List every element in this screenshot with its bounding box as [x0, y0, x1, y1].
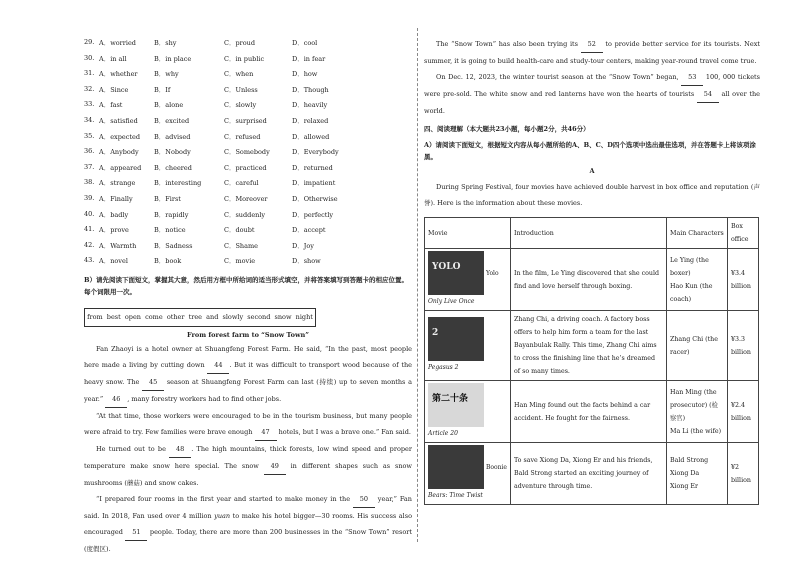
option-c: C．practiced — [224, 163, 267, 172]
option-c: C．Shame — [224, 241, 258, 250]
cloze-option-row — [84, 98, 412, 114]
question-number: 41. — [84, 225, 95, 234]
option-d: D．Everybody — [292, 148, 339, 157]
passage-paragraph-4 — [84, 491, 412, 557]
option-b: B．Nobody — [154, 148, 191, 157]
movies-intro: During Spring Festival, four movies have achieved double harvest in box office and reputation (声誉). Here is the information about these movies. — [424, 183, 760, 207]
option-c: C．doubt — [224, 226, 255, 235]
text: to provide better service for its tourists. Next summer, it is going to build health-care and study-tour centers, making year-round travel come true. — [424, 40, 760, 65]
main-character: Ma Li (the wife) — [670, 427, 722, 435]
box-office: ¥2.4 billion — [728, 381, 759, 443]
cloze-option-row — [84, 176, 412, 192]
question-number: 37. — [84, 162, 95, 171]
movie-introduction: Han Ming found out the facts behind a car accident. He fought for the fairness. — [510, 381, 666, 443]
header-introduction: Introduction — [510, 218, 666, 249]
question-number: 43. — [84, 256, 95, 265]
question-number: 29. — [84, 38, 95, 46]
option-b: B．advised — [154, 132, 191, 141]
main-characters-cell — [667, 381, 728, 443]
option-c: C．Unless — [224, 85, 258, 94]
option-c: C．in public — [224, 54, 265, 63]
option-b: B．notice — [154, 226, 186, 235]
option-b: B．excited — [154, 116, 190, 125]
main-characters-cell — [667, 249, 728, 311]
box-office: ¥3.3 billion — [728, 311, 759, 381]
right-column — [424, 36, 760, 505]
option-c: C．suddenly — [224, 210, 266, 219]
text: “I prepared four rooms in the first year and started to make money in the — [96, 494, 353, 503]
word-box-item: night — [295, 313, 313, 322]
text: , many forestry workers had to find other jobs. — [127, 394, 282, 403]
table-body — [425, 249, 759, 505]
blank-47: 47 — [255, 424, 277, 441]
header-box-office: Box office — [728, 218, 759, 249]
option-c: C．careful — [224, 179, 259, 188]
cloze-option-row — [84, 161, 412, 177]
option-d: D．relaxed — [292, 116, 329, 125]
table-header-row — [425, 218, 759, 249]
option-d: D．perfectly — [292, 210, 334, 219]
text: The “Snow Town” has also been trying its — [436, 40, 581, 48]
option-a: A．satisfied — [99, 116, 138, 125]
option-d: D．show — [292, 257, 321, 266]
option-b: B．Sadness — [154, 241, 193, 250]
option-b: B．First — [154, 194, 181, 203]
blank-48: 48 — [169, 441, 191, 458]
option-c: C．movie — [224, 257, 256, 266]
option-c: C．proud — [224, 39, 256, 47]
option-d: D．Though — [292, 85, 329, 94]
box-office: ¥3.4 billion — [728, 249, 759, 311]
option-b: B．book — [154, 257, 182, 266]
text: . But it was difficult to transport wood because of the heavy snow. The — [84, 360, 412, 386]
text: He turned out to be — [96, 444, 170, 453]
passage-paragraph-5 — [424, 36, 760, 69]
option-c: C．surprised — [224, 116, 267, 125]
option-d: D．how — [292, 70, 318, 79]
section-b-instructions: B）请先阅读下面短文，掌握其大意，然后用方框中所给词的适当形式填空，并将答案填写到答题卡的相应位置。每个词限用一次。 — [84, 275, 408, 296]
text: On Dec. 12, 2023, the winter tourist season at the “Snow Town” began, — [436, 73, 682, 81]
word-box-item: come — [145, 313, 163, 322]
cloze-option-row — [84, 83, 412, 99]
main-character: Hao Kun (the coach) — [670, 282, 713, 303]
blank-50: 50 — [353, 491, 375, 508]
blank-54: 54 — [697, 86, 719, 103]
movie-title: Only Live Once — [428, 298, 475, 305]
option-a: A．fast — [99, 101, 123, 110]
option-c: C．when — [224, 70, 254, 79]
word-box-item: snow — [274, 313, 292, 322]
option-a: A．Warmth — [99, 241, 137, 250]
option-b: B．shy — [154, 39, 177, 47]
question-number: 30. — [84, 53, 95, 62]
option-a: A．whether — [99, 70, 138, 79]
option-d: D．cool — [292, 39, 318, 47]
option-a: A．novel — [99, 257, 128, 266]
blank-45: 45 — [142, 374, 164, 391]
passage-title: From forest farm to “Snow Town” — [186, 330, 310, 339]
cloze-option-row — [84, 52, 412, 68]
cloze-option-row — [84, 192, 412, 208]
passage-paragraph-2 — [84, 408, 412, 441]
text: hotels, but I was a brave one.” Fan said. — [276, 427, 411, 436]
option-d: D．in fear — [292, 54, 326, 63]
main-character: Xiong Er — [670, 483, 698, 490]
word-box-item: slowly — [222, 313, 244, 322]
blank-52: 52 — [581, 36, 603, 53]
movie-introduction: In the film, Le Ying discovered that she could find and love herself through boxing. — [510, 249, 666, 311]
cloze-option-row — [84, 67, 412, 83]
table-row — [425, 443, 759, 505]
option-a: A．expected — [99, 132, 140, 141]
question-number: 40. — [84, 209, 95, 218]
option-b: B．cheered — [154, 163, 192, 172]
cloze-option-row — [84, 254, 412, 270]
option-c: C．refused — [224, 132, 261, 141]
poster-title: 第二十条 — [432, 394, 469, 404]
blank-51: 51 — [125, 524, 147, 541]
cloze-option-row — [84, 145, 412, 161]
question-number: 34. — [84, 115, 95, 124]
main-character: Han Ming (the prosecutor) (检察官) — [670, 388, 718, 422]
movie-cell — [425, 311, 511, 381]
column-divider — [417, 28, 418, 542]
main-character: Le Ying (the boxer) — [670, 256, 709, 277]
text: . The high mountains, thick forests, low wind speed and proper temperature make snow here special. The snow — [84, 444, 412, 470]
cloze-option-row — [84, 36, 412, 52]
blank-44: 44 — [207, 357, 229, 374]
poster-side-text: Boonie — [486, 463, 507, 471]
text: people. Today, there are more than 200 businesses in the “Snow Town” resort (度假区). — [84, 527, 412, 553]
option-b: B．If — [154, 85, 171, 94]
word-box-item: second — [247, 313, 271, 322]
passage-a-label: A — [589, 167, 595, 175]
table-row — [425, 311, 759, 381]
cloze-option-row — [84, 223, 412, 239]
option-a: A．badly — [99, 210, 129, 219]
movie-poster-image — [428, 317, 484, 361]
main-characters-cell — [667, 443, 728, 505]
movie-cell — [425, 443, 511, 505]
cloze-option-row — [84, 239, 412, 255]
text: to make his hotel bigger—30 rooms. His success also encouraged — [84, 511, 412, 536]
option-d: D．impatient — [292, 179, 336, 188]
movie-introduction: To save Xiong Da, Xiong Er and his friends, Bald Strong started an exciting journey of adventure through time. — [510, 443, 666, 505]
option-b: B．interesting — [154, 179, 202, 188]
word-box — [84, 308, 316, 327]
option-a: A．prove — [99, 226, 129, 235]
option-c: C．slowly — [224, 101, 257, 110]
question-number: 33. — [84, 100, 95, 109]
text: all over the world. — [424, 90, 760, 115]
word-box-item: other — [166, 313, 185, 322]
cloze-option-row — [84, 114, 412, 130]
blank-49: 49 — [264, 458, 286, 475]
text: yuan — [214, 511, 231, 520]
text: year,” Fan said. In 2018, Fan used over 4 million — [84, 494, 412, 520]
passage-paragraph-3 — [84, 441, 412, 491]
option-a: A．appeared — [99, 163, 142, 172]
movies-table — [424, 217, 759, 505]
passage-paragraph-1 — [84, 341, 412, 408]
cloze-options — [84, 36, 412, 270]
option-b: B．in place — [154, 54, 192, 63]
option-d: D．Joy — [292, 241, 314, 250]
text: “At that time, those workers were encouraged to be in the tourism business, but many people were afraid to try. Few families were brave enough — [84, 411, 412, 436]
question-number: 31. — [84, 69, 95, 78]
option-d: D．allowed — [292, 132, 330, 141]
left-column — [84, 36, 412, 557]
option-a: A．Anybody — [99, 148, 139, 157]
option-c: C．Moreover — [224, 194, 268, 203]
movie-cell — [425, 249, 511, 311]
movie-introduction: Zhang Chi, a driving coach. A factory boss offers to help him form a team for the last Bayanbulak Rally. This time, Zhang Chi aims to cross the finishing line that he’s dreamed of so many times. — [510, 311, 666, 381]
text: in different shapes such as snow mushrooms (蘑菇) and snow cakes. — [84, 461, 412, 487]
reading-a-instructions: A）请阅读下面短文，根据短文内容从每小题所给的A、B、C、D四个选项中选出最佳选项，并在答题卡上将该项涂黑。 — [424, 141, 756, 161]
cloze-option-row — [84, 208, 412, 224]
poster-title: 2 — [432, 328, 439, 338]
option-a: A．strange — [99, 179, 136, 188]
word-box-item: tree — [188, 313, 203, 322]
word-box-item: from — [87, 313, 103, 322]
blank-46: 46 — [105, 391, 127, 408]
reading-header: 四、阅读理解（本大题共23小题，每小题2分，共46分） — [424, 125, 590, 133]
option-d: D．Otherwise — [292, 194, 338, 203]
poster-title: YOLO — [432, 262, 461, 272]
option-c: C．Somebody — [224, 148, 270, 157]
header-movie: Movie — [425, 218, 511, 249]
option-d: D．returned — [292, 163, 333, 172]
word-box-item: open — [124, 313, 141, 322]
option-a: A．worried — [99, 39, 136, 47]
question-number: 38. — [84, 178, 95, 187]
option-a: A．Finally — [99, 194, 133, 203]
table-row — [425, 249, 759, 311]
header-main-characters: Main Characters — [667, 218, 728, 249]
table-row — [425, 381, 759, 443]
word-box-item: and — [206, 313, 219, 322]
text: season at Shuangfeng Forest Farm can last (持续) up to seven months a year.” — [84, 377, 412, 403]
option-b: B．why — [154, 70, 179, 79]
option-a: A．Since — [99, 85, 129, 94]
question-number: 35. — [84, 131, 95, 140]
option-d: D．accept — [292, 226, 326, 235]
text: Fan Zhaoyi is a hotel owner at Shuangfeng Forest Farm. He said, “In the past, most people here made a living by cutting down — [84, 344, 412, 369]
movie-poster-image — [428, 445, 484, 489]
word-box-item: best — [106, 313, 121, 322]
poster-side-text: Yolo — [486, 269, 499, 277]
movie-poster-image — [428, 251, 484, 295]
movie-title: Bears: Time Twist — [428, 492, 483, 499]
main-character: Xiong Da — [670, 470, 700, 477]
question-number: 39. — [84, 193, 95, 202]
main-character: Bald Strong — [670, 457, 709, 464]
movie-cell — [425, 381, 511, 443]
question-number: 42. — [84, 240, 95, 249]
option-d: D．heavily — [292, 101, 328, 110]
box-office: ¥2 billion — [728, 443, 759, 505]
passage-paragraph-6 — [424, 69, 760, 119]
cloze-option-row — [84, 130, 412, 146]
question-number: 32. — [84, 84, 95, 93]
text: 100, 000 tickets were pre-sold. The white snow and red lanterns have won the hearts of tourists — [424, 73, 760, 98]
movie-poster-image — [428, 383, 484, 427]
movie-title: Article 20 — [428, 430, 458, 437]
movie-title: Pegasus 2 — [428, 364, 459, 371]
option-b: B．rapidly — [154, 210, 189, 219]
main-characters-cell — [667, 311, 728, 381]
question-number: 36. — [84, 147, 95, 156]
blank-53: 53 — [681, 69, 703, 86]
option-a: A．in all — [99, 54, 127, 63]
option-b: B．alone — [154, 101, 184, 110]
main-character: Zhang Chi (the racer) — [670, 335, 718, 356]
